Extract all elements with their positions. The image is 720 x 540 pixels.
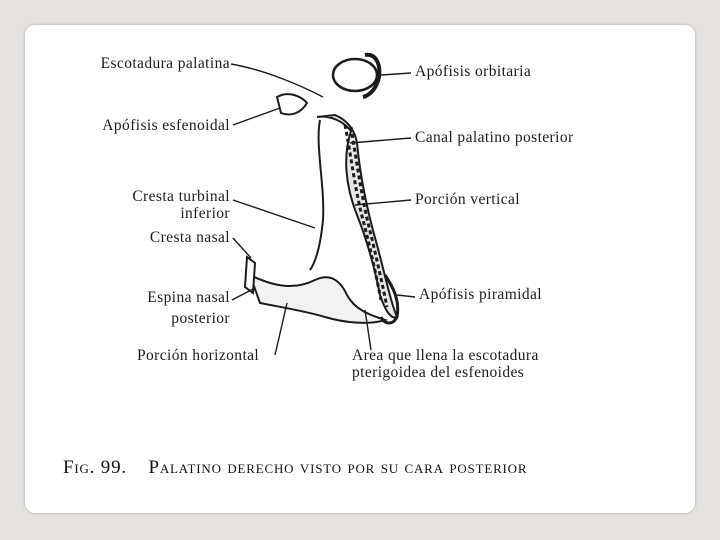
anterior-border — [310, 120, 323, 270]
figure-caption — [63, 457, 527, 479]
figure-number: Fig. 99. — [63, 457, 127, 478]
label-espina-nasal-line2: posterior — [171, 310, 230, 327]
figure-caption-text: Palatino derecho visto por su cara posterior — [148, 457, 528, 478]
label-espina-nasal-line1: Espina nasal — [147, 289, 230, 306]
sphenoidal-process-shape — [277, 94, 307, 114]
leader-escotadura-palatina — [231, 64, 323, 97]
label-area-line2: pterigoidea del esfenoides — [352, 364, 525, 381]
label-apofisis-orbitaria: Apófisis orbitaria — [415, 63, 532, 80]
leader-cresta-nasal — [233, 238, 251, 258]
leader-espina-nasal — [232, 289, 253, 300]
label-escotadura-palatina: Escotadura palatina — [100, 55, 230, 72]
label-apofisis-piramidal: Apófisis piramidal — [419, 286, 543, 303]
palatine-bone-illustration — [25, 25, 695, 513]
leader-apofisis-piramidal — [397, 295, 415, 297]
label-porcion-horizontal: Porción horizontal — [137, 347, 260, 364]
orbital-process-shape — [333, 59, 377, 91]
leader-apofisis-esfenoidal — [233, 108, 280, 125]
leader-canal-palatino — [350, 138, 411, 143]
nasal-crest-shape — [245, 257, 255, 293]
label-apofisis-esfenoidal: Apófisis esfenoidal — [102, 117, 230, 134]
leader-apofisis-orbitaria — [381, 73, 411, 75]
figure-card — [25, 25, 695, 513]
label-area-line1: Area que llena la escotadura — [352, 347, 539, 364]
label-cresta-turbinal-line2: inferior — [180, 205, 230, 222]
label-canal-palatino: Canal palatino posterior — [415, 129, 574, 146]
leader-porcion-horizontal — [275, 303, 287, 355]
label-cresta-turbinal-line1: Cresta turbinal — [132, 188, 230, 205]
horizontal-portion-shape — [250, 275, 385, 323]
leader-cresta-turbinal — [233, 200, 315, 228]
label-cresta-nasal: Cresta nasal — [149, 229, 230, 246]
label-porcion-vertical: Porción vertical — [415, 191, 520, 208]
